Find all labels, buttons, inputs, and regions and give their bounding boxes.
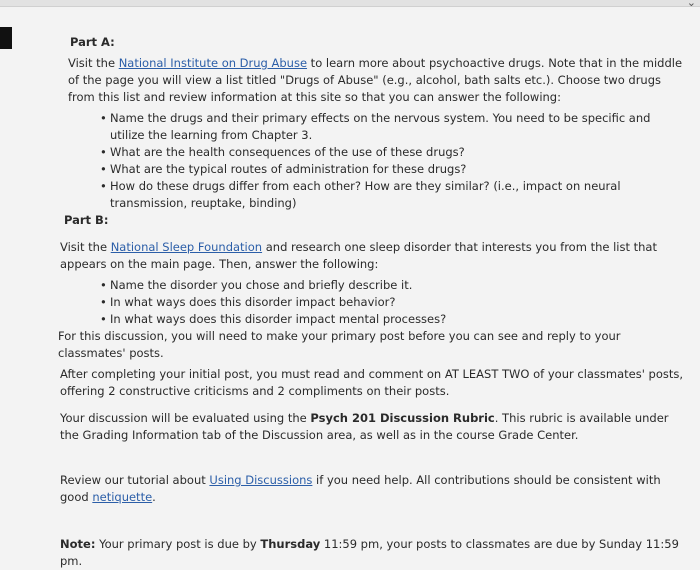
- list-item: • What are the health consequences of the use of these drugs?: [102, 144, 685, 161]
- left-edge-tab: [0, 27, 12, 49]
- rubric-name: Psych 201 Discussion Rubric: [310, 411, 495, 425]
- chevron-down-icon[interactable]: ⌄: [686, 0, 696, 9]
- list-item: • Name the disorder you chose and briefly describe it.: [102, 277, 685, 294]
- using-discussions-link[interactable]: Using Discussions: [209, 473, 313, 487]
- part-a-heading: Part A:: [70, 35, 115, 49]
- list-item: • How do these drugs differ from each other? How are they similar? (i.e., impact on neural transmission, reuptake, binding): [102, 178, 685, 212]
- part-b-heading: Part B:: [64, 213, 109, 227]
- due-day: Thursday: [260, 537, 321, 551]
- discussion-instructions: For this discussion, you will need to make your primary post before you can see and reply to your classmates' posts.: [58, 329, 621, 360]
- note-label: Note:: [60, 537, 96, 551]
- part-b-intro: Visit the National Sleep Foundation and research one sleep disorder that interests you from the list that appears on the main page. Then, answer the following:: [60, 240, 657, 271]
- list-item: • What are the typical routes of administration for these drugs?: [102, 161, 685, 178]
- tutorial-info: Review our tutorial about Using Discussions if you need help. All contributions should be consistent with good netiquette.: [60, 473, 661, 504]
- top-bar: [0, 0, 700, 7]
- nida-link[interactable]: National Institute on Drug Abuse: [118, 56, 308, 70]
- list-item: • In what ways does this disorder impact behavior?: [102, 294, 685, 311]
- nsf-link[interactable]: National Sleep Foundation: [110, 240, 263, 254]
- list-item: • Name the drugs and their primary effects on the nervous system. You need to be specific and utilize the learning from Chapter 3.: [102, 110, 685, 144]
- part-b-bullets: [60, 277, 685, 328]
- part-a-intro: Visit the National Institute on Drug Abuse to learn more about psychoactive drugs. Note that in the middle of the page you will view a list titled "Drugs of Abuse" (e.g., alcohol, bath salts etc.). Choose two drugs from this list and review information at this site so that you can answer the following:: [68, 56, 683, 104]
- discussion-requirements: After completing your initial post, you must read and comment on AT LEAST TWO of your classmates' posts, offering 2 constructive criticisms and 2 compliments on their posts.: [60, 367, 684, 398]
- list-item: • In what ways does this disorder impact mental processes?: [102, 311, 685, 328]
- rubric-info: Your discussion will be evaluated using the Psych 201 Discussion Rubric. This rubric is available under the Grading Information tab of the Discussion area, as well as in the course Grade Center.: [60, 411, 669, 442]
- assignment-content: [60, 34, 685, 570]
- part-a-bullets: [60, 110, 685, 212]
- netiquette-link[interactable]: netiquette: [92, 490, 153, 504]
- due-date-note: Note: Your primary post is due by Thursday 11:59 pm, your posts to classmates are due by Sunday 11:59 pm.: [60, 537, 679, 568]
